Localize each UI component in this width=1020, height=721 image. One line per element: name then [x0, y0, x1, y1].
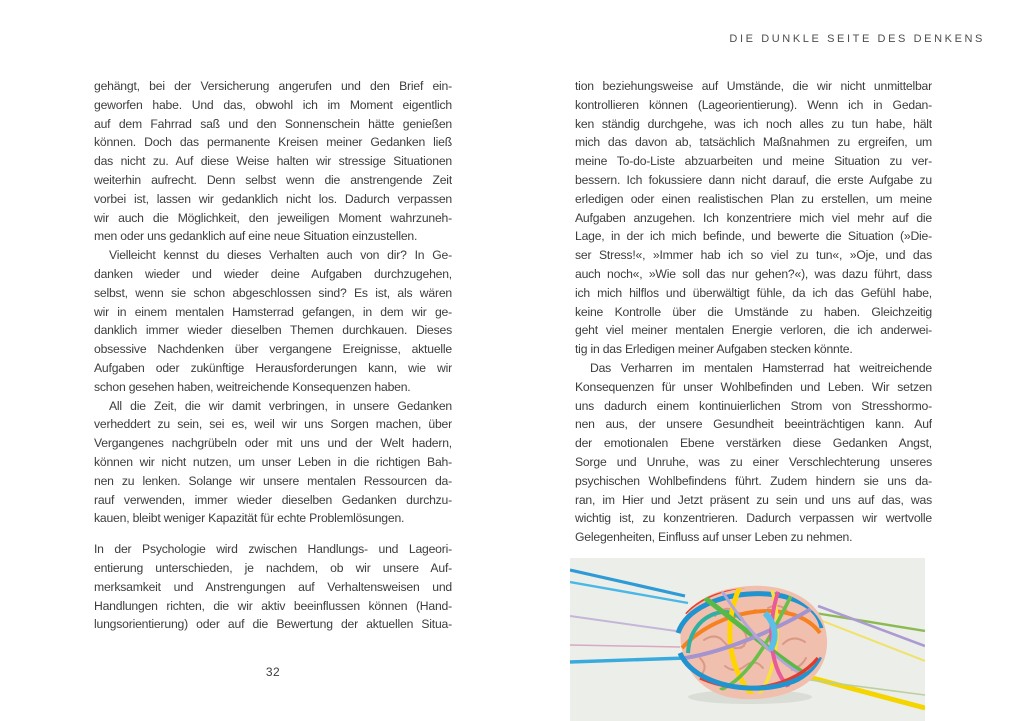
text-line: Vergangenes nachgrübeln oder mit uns und der Welt hadern, [94, 436, 452, 451]
text-line: ran, im Hier und Jetzt präsent zu sein und uns auf das, was [575, 492, 932, 507]
text-line: gehängt, bei der Versicherung angerufen und den Brief ein- [94, 79, 452, 93]
text-line: entierung unterschieden, je nachdem, ob wir unsere Auf- [94, 560, 452, 575]
text-line: vorbei ist, lassen wir gedanklich nicht los. Dadurch verpassen [94, 191, 452, 206]
paragraph [575, 77, 932, 359]
text-line: kontrollieren können (Lageorientierung). Wenn ich in Gedan- [575, 97, 932, 112]
text-line: meine To-do-Liste abzuarbeiten und meine Situation zu ver- [575, 154, 932, 169]
text-line: nen zu lenken. Solange wir unsere mentalen Ressourcen da- [94, 473, 452, 488]
text-line: keine Kontrolle über die Umstände zu haben. Gleichzeitig [575, 304, 932, 319]
text-line: verheddert zu sein, sei es, weil wir uns Sorgen machen, über [94, 417, 452, 432]
text-line: kauen, bleibt weniger Kapazität für echte Problemlösungen. [94, 511, 405, 526]
text-line: der emotionalen Ebene verstärken diese Gedanken Angst, [575, 436, 932, 451]
brain-rubber-bands-photo [570, 558, 925, 721]
text-line: geworfen habe. Und das, obwohl ich im Moment eigentlich [94, 97, 452, 112]
text-line: nen aus, der unsere Gesundheit beeinträchtigen kann. Auf [575, 417, 932, 432]
running-header: DIE DUNKLE SEITE DES DENKENS [729, 33, 985, 45]
paragraph [575, 359, 932, 547]
text-line: schon gesehen haben, weitreichende Konsequenzen haben. [94, 379, 411, 394]
text-line: lungsorientierung) oder auf die Bewertung der aktuellen Situa- [94, 617, 452, 632]
paragraph [94, 397, 452, 529]
text-line: Das Verharren im mentalen Hamsterrad hat weitreichende [590, 360, 932, 375]
text-line: geht viel meiner mentalen Energie verloren, die ich anderwei- [575, 323, 932, 338]
text-line: Sorge und Unruhe, was zu einer Verschlechterung unseres [575, 454, 932, 469]
text-line: danklich immer wieder dieselben Themen durchkauen. Dieses [94, 323, 452, 338]
text-line: weiterhin aufrecht. Denn selbst wenn die anstrengende Zeit [94, 172, 452, 187]
text-line: Aufgaben oder zukünftige Herausforderungen kann, wie wir [94, 360, 452, 375]
text-line: men oder uns gedanklich auf eine neue Situation einzustellen. [94, 229, 418, 244]
text-line: Lage, in der ich mich befinde, und bewerte die Situation (»Die- [575, 229, 932, 244]
paragraph [94, 77, 452, 246]
text-line: können wir nicht nutzen, um unser Leben in die richtigen Bah- [94, 454, 452, 469]
brain-photo-illustration [570, 558, 925, 721]
text-line: uns dadurch einem kontinuierlichen Strom von Stresshormo- [575, 398, 932, 413]
paragraph [94, 540, 452, 634]
text-line: wir auch die Möglichkeit, den jeweiligen Moment wahrzuneh- [94, 210, 452, 225]
text-line: ken ständig durchgehe, was ich noch alles zu tun habe, hält [575, 116, 932, 131]
text-line: psychischen Wohlbefindens führt. Zudem hindern sie uns da- [575, 473, 932, 488]
page-number: 32 [265, 665, 281, 679]
text-line: merksamkeit und Anstrengungen auf Verhaltensweisen und [94, 579, 452, 594]
text-line: In der Psychologie wird zwischen Handlungs- und Lageori- [94, 542, 452, 557]
paragraph [94, 246, 452, 396]
text-line: bessern. Ich fokussiere dann nicht darauf, die erste Aufgabe zu [575, 172, 932, 187]
text-line: selbst, wenn sie schon abgeschlossen sind? Es ist, als wären [94, 285, 452, 300]
text-line: auch noch«, »Wie soll das nur gehen?«), was dazu führt, dass [575, 266, 932, 281]
text-line: wir in einem mentalen Hamsterrad gefangen, in dem wir ge- [94, 304, 452, 319]
text-line: Konsequenzen für unser Wohlbefinden und Leben. Wir setzen [575, 379, 932, 394]
text-line: erledigen oder einen realistischen Plan zu erstellen, um meine [575, 191, 932, 206]
text-line: ser Stress!«, »Immer hab ich so viel zu tun«, »Oje, und das [575, 248, 932, 263]
text-line: obsessive Nachdenken über vergangene Ereignisse, aktuelle [94, 342, 452, 357]
text-line: danken wieder und wieder deine Aufgaben durchzugehen, [94, 266, 452, 281]
text-line: auf dem Fahrrad saß und den Sonnenschein hätte genießen [94, 116, 452, 131]
text-line: können. Doch das permanente Kreisen meiner Gedanken ließ [94, 135, 452, 150]
text-line: rauf verwenden, immer wieder dieselben Gedanken durchzu- [94, 492, 452, 507]
left-page-text-column [94, 77, 452, 634]
text-line: ich mich hilflos und überwältigt fühle, da ich das Gefühl habe, [575, 285, 932, 300]
text-line: tig in das Erledigen meiner Aufgaben stecken könnte. [575, 342, 853, 357]
text-line: tion beziehungsweise auf Umstände, die wir nicht unmittelbar [575, 79, 932, 93]
text-line: Handlungen richten, die wir aktiv beeinflussen können (Hand- [94, 598, 452, 613]
text-line: wichtig ist, zu konzentrieren. Dadurch verpassen wir wertvolle [575, 511, 932, 526]
text-line: Gelegenheiten, Einfluss auf unser Leben zu nehmen. [575, 530, 853, 545]
text-line: Aufgaben anzugehen. Ich konzentriere mich viel mehr auf die [575, 210, 932, 225]
right-page-text-column [575, 77, 932, 547]
text-line: Vielleicht kennst du dieses Verhalten auch von dir? In Ge- [109, 248, 452, 263]
text-line: mich das davon ab, tatsächlich Maßnahmen zu ergreifen, um [575, 135, 932, 150]
text-line: das nicht zu. Auf diese Weise halten wir stressige Situationen [94, 154, 452, 169]
text-line: All die Zeit, die wir damit verbringen, in unsere Gedanken [109, 398, 452, 413]
